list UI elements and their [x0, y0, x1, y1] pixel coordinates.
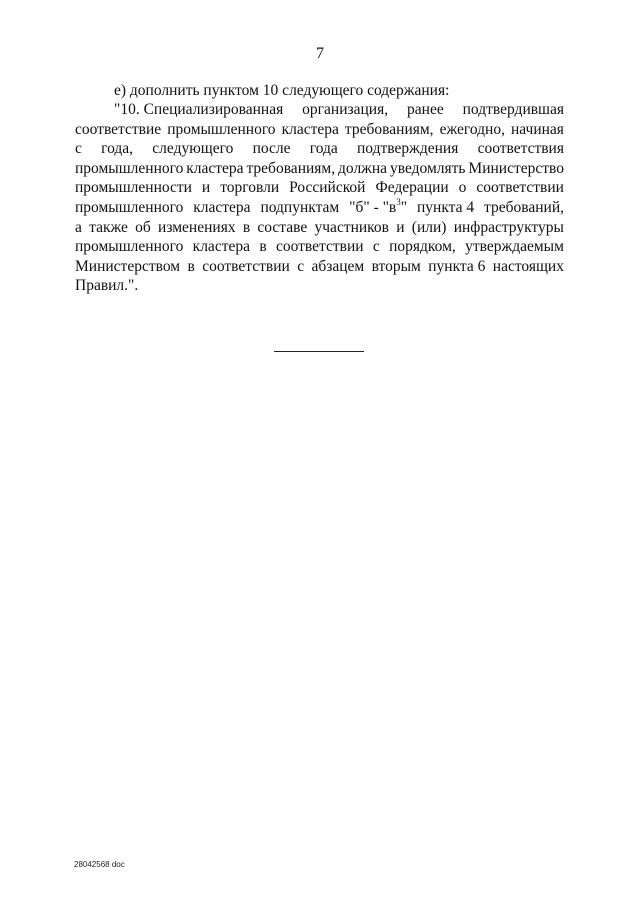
word: настоящих: [492, 257, 564, 275]
paragraph-10: [75, 100, 564, 296]
word: составе: [257, 218, 308, 236]
word: "б": [349, 198, 370, 216]
word: Министерство: [468, 159, 564, 177]
word: инфраструктуры: [453, 218, 564, 236]
word: соответствие: [75, 120, 162, 138]
word: с: [75, 140, 82, 158]
word: организация,: [302, 101, 389, 118]
word: промышленного: [75, 238, 184, 256]
word: начиная: [510, 120, 564, 138]
paragraph-line: [75, 178, 564, 198]
word: кластера: [193, 198, 251, 216]
word: абзацем: [311, 257, 365, 275]
paragraph-line: [75, 120, 564, 140]
word: Российской: [289, 179, 366, 197]
word: ежегодно,: [439, 120, 505, 138]
word: торговли: [220, 179, 280, 197]
word: ранее: [407, 101, 444, 118]
page-number: 7: [316, 45, 324, 62]
word: об: [135, 218, 151, 236]
word: изменениях: [158, 218, 236, 236]
word: промышленного: [75, 159, 184, 177]
word: пункта 6: [428, 257, 486, 275]
word: уведомлять: [389, 159, 466, 177]
paragraph-line: [75, 139, 564, 159]
word: должна: [338, 159, 388, 177]
word: а: [75, 218, 82, 236]
word: года: [309, 140, 338, 158]
word: соответствии: [275, 238, 364, 256]
superscript: 3: [396, 196, 401, 207]
word: утверждаемым: [465, 238, 564, 256]
word: в: [259, 238, 267, 256]
word: кластера: [186, 159, 244, 177]
word: -: [373, 198, 379, 216]
word: соответствия: [477, 140, 564, 158]
word: и: [396, 218, 405, 236]
word: Правил.".: [75, 277, 139, 295]
word: требованиям,: [344, 120, 434, 138]
word: требований,: [484, 198, 564, 216]
footer-document-code: 28042568 doc: [74, 860, 125, 869]
word: следующего: [152, 140, 234, 158]
word: в: [187, 257, 195, 275]
word: подпунктам: [260, 198, 340, 216]
word: кластера: [192, 238, 250, 256]
word: вторым: [371, 257, 421, 275]
word: Федерации: [375, 179, 449, 197]
word: о: [458, 179, 467, 197]
word: также: [89, 218, 128, 236]
paragraph-line: [75, 218, 564, 238]
paragraph-line: [75, 159, 564, 179]
word: "10. Специализированная: [114, 101, 284, 118]
word: Министерством: [75, 257, 181, 275]
word: порядком,: [389, 238, 456, 256]
word: ": [400, 198, 408, 216]
word: промышленного: [167, 120, 276, 138]
paragraph-line: [75, 100, 564, 120]
word: подтвердившая: [462, 101, 564, 118]
word: (или): [411, 218, 447, 236]
paragraph-line: [75, 257, 564, 277]
word: соответствии: [202, 257, 290, 275]
word: участников: [314, 218, 389, 236]
word: и: [201, 179, 211, 197]
paragraph-line: [75, 276, 564, 296]
word: с: [297, 257, 305, 275]
word: требованиям,: [246, 159, 336, 177]
word: "в: [382, 198, 397, 216]
intro-line: е) дополнить пунктом 10 следующего содержания:: [114, 82, 450, 99]
word: соответствии: [476, 179, 564, 197]
word: года,: [101, 140, 134, 158]
word: кластера: [281, 120, 339, 138]
paragraph-line: [75, 237, 564, 257]
paragraph-line: [75, 198, 564, 218]
word: промышленности: [75, 179, 192, 197]
word: после: [252, 140, 291, 158]
word: промышленного: [75, 198, 184, 216]
word: пункта 4: [416, 198, 475, 216]
word: с: [372, 238, 380, 256]
separator-line: [274, 351, 364, 352]
subparagraph-range: [349, 198, 407, 218]
word: подтверждения: [357, 140, 459, 158]
word: в: [242, 218, 251, 236]
